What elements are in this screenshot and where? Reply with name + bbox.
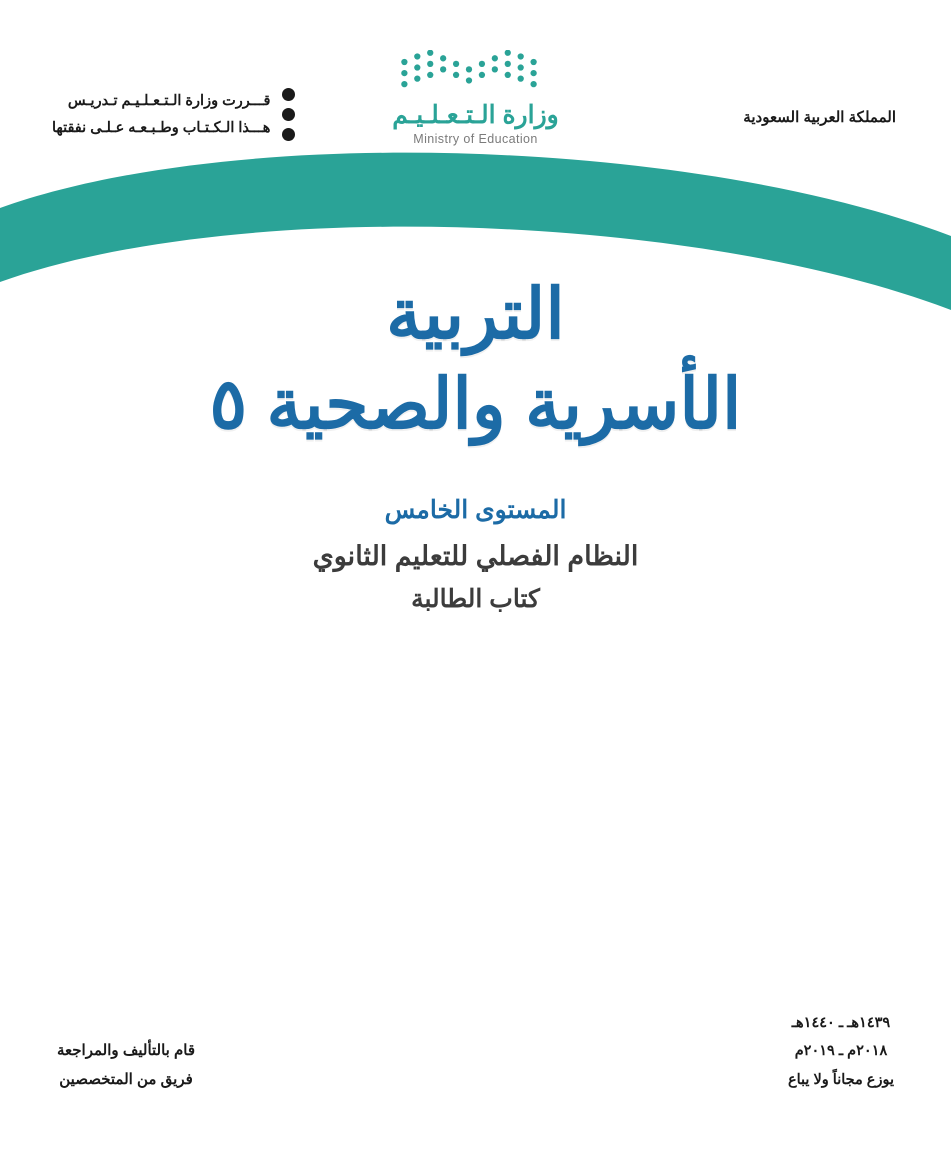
ministry-name-arabic: وزارة الـتـعـلـيـم [392, 101, 559, 129]
footer-authoring-info [57, 1036, 195, 1095]
authoring-line-1: قام بالتأليف والمراجعة [57, 1041, 196, 1059]
hijri-years: ١٤٣٩هـ ـ ١٤٤٠هـ [791, 1015, 891, 1032]
distribution-note: يوزع مجاناً ولا يباع [787, 1071, 894, 1088]
book-type: كتاب الطالبة [411, 585, 540, 614]
ministry-name-english: Ministry of Education [413, 131, 538, 146]
book-title-line-2: الأسرية والصحية ٥ [209, 364, 742, 443]
education-system: النظام الفصلي للتعليم الثانوي [312, 541, 639, 572]
education-level: المستوى الخامس [384, 496, 567, 525]
kingdom-label: المملكة العربية السعودية [743, 109, 896, 126]
gregorian-years: ٢٠١٨م ـ ٢٠١٩م [794, 1043, 888, 1060]
ministry-decision-note [52, 88, 295, 142]
decision-dots-icon [282, 88, 295, 141]
decision-note-line-1: قـــررت وزارة الـتـعـلـيـم تـدريـس [67, 93, 271, 109]
title-block [0, 270, 951, 614]
decision-note-text [52, 88, 270, 142]
book-title-line-1: التربية [386, 275, 565, 353]
decision-note-line-2: هـــذا الـكـتـاب وطـبـعـه عـلـى نفقتها [52, 119, 271, 136]
book-title [0, 270, 951, 449]
authoring-line-2: فريق من المتخصصين [59, 1070, 193, 1088]
footer-publication-info [788, 1009, 894, 1094]
saudi-vision-dots-logo-icon [397, 50, 554, 98]
ministry-logo-block [346, 50, 606, 146]
